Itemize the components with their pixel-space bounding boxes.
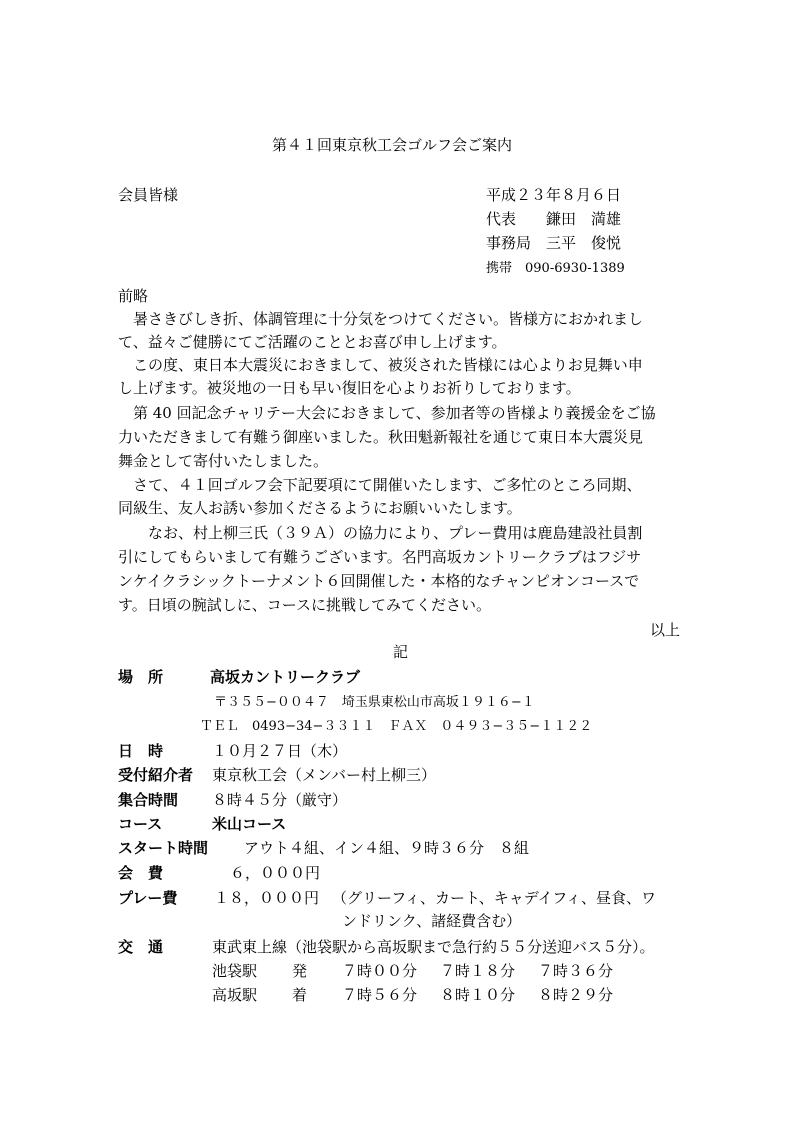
train-time: ８時１０分 — [440, 986, 516, 1004]
station-name: 高坂駅 — [212, 986, 258, 1004]
meeting-time-value: ８時４５分（厳守） — [212, 791, 348, 809]
venue-address: 〒３５５−００４７ 埼玉県東松山市高坂１９１６−１ — [214, 695, 535, 710]
transport-value: 東武東上線（池袋駅から高坂駅まで急行約５５分送迎バス５分）。 — [212, 938, 655, 956]
train-time: ７時５６分 — [342, 986, 418, 1004]
salutation: 前略 — [118, 287, 149, 305]
date-label: 日 時 — [118, 742, 164, 760]
course-value: 米山コース — [212, 815, 287, 833]
play-fee-value: １８，０００円 — [214, 889, 320, 907]
date-value: １０月２７日（木） — [212, 742, 348, 760]
venue-phone-fax: ＴＥＬ 0493−34−３３１１ ＦＡＸ ０４９３−３５−１１２２ — [200, 719, 593, 734]
play-fee-label: プレー費 — [118, 889, 178, 907]
train-time: ７時００分 — [342, 962, 418, 980]
meeting-time-label: 集合時間 — [118, 791, 179, 809]
body-line: 舞金として寄付いたしました。 — [118, 452, 329, 470]
document-title: 第４１回東京秋工会ゴルフ会ご案内 — [272, 136, 513, 154]
body-line: この度、東日本大震災におきまして、被災された皆様には心よりお見舞い申 — [118, 356, 643, 374]
start-time-value: アウト４組、イン４組、９時３６分 ８組 — [244, 839, 530, 857]
departure-arrival: 着 — [292, 986, 308, 1004]
letter-date: 平成２３年８月６日 — [486, 186, 622, 204]
train-time: ７時１８分 — [440, 962, 516, 980]
train-time: ８時２９分 — [538, 986, 614, 1004]
transport-label: 交 通 — [118, 938, 164, 956]
body-line: さて、４１回ゴルフ会下記要項にて開催いたします、ご多忙のところ同期、 — [118, 476, 642, 494]
secretariat: 事務局 三平 俊悦 — [486, 234, 622, 252]
referrer-label: 受付紹介者 — [118, 766, 194, 784]
body-line: 第 40 回記念チャリテー大会におきまして、参加者等の皆様より義援金をご協 — [118, 404, 656, 422]
body-line: 同級生、友人お誘い参加くださるようにお願いいたします。 — [118, 499, 522, 517]
venue-value: 高坂カントリークラブ — [210, 668, 361, 686]
play-fee-note: （グリーフィ、カート、キャデイフィ、昼食、ワ — [332, 889, 657, 907]
body-line: 引にしてもらいまして有難うございます。名門高坂カントリークラブはフジサ — [118, 548, 642, 566]
body-line: て、益々ご健勝にてご活躍のこととお喜び申し上げます。 — [118, 333, 507, 351]
body-line: 暑さきびしき折、体調管理に十分気をつけてください。皆様方におかれまし — [118, 310, 644, 328]
body-line: す。日頃の腕試しに、コースに挑戦してみてください。 — [118, 596, 492, 614]
body-line: 力いただきまして有難う御座いました。秋田魁新報社を通じて東日本大震災見 — [118, 428, 644, 446]
referrer-value: 東京秋工会（メンバー村上柳三） — [212, 766, 436, 784]
station-name: 池袋駅 — [212, 962, 258, 980]
train-time: ７時３６分 — [538, 962, 614, 980]
departure-arrival: 発 — [292, 962, 308, 980]
course-label: コース — [118, 815, 163, 833]
ki-heading: 記 — [393, 643, 409, 661]
addressee: 会員皆様 — [118, 186, 179, 204]
start-time-label: スタート時間 — [118, 839, 209, 857]
fee-value: ６，０００円 — [230, 864, 321, 882]
fee-label: 会 費 — [118, 864, 164, 882]
body-line: なお、村上柳三氏（３９Ａ）の協力により、プレー費用は鹿島建設社員割 — [118, 524, 643, 542]
representative: 代表 鎌田 満雄 — [486, 210, 622, 228]
body-line: し上げます。被災地の一日も早い復旧を心よりお祈りしております。 — [118, 379, 581, 397]
play-fee-note-cont: ンドリンク、諸経費含む） — [342, 912, 522, 930]
venue-label: 場 所 — [118, 668, 164, 686]
closing-word: 以上 — [650, 621, 681, 639]
mobile-number: 携帯 090-6930-1389 — [486, 261, 625, 276]
body-line: ンケイクラシックトーナメント６回開催した・本格的なチャンピオンコースで — [118, 572, 640, 590]
